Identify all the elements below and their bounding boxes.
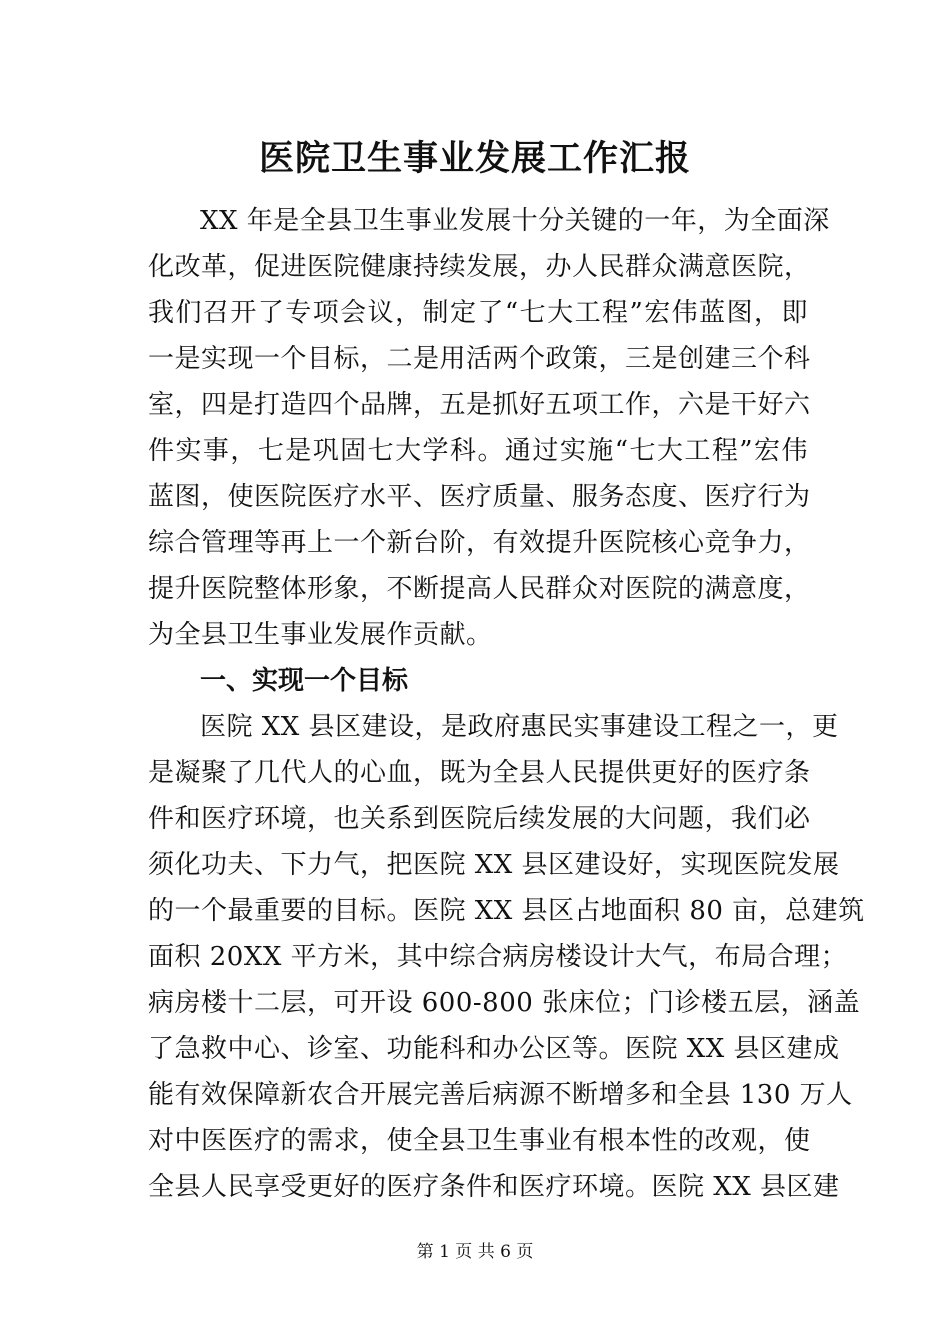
intro-line: 蓝图，使医院医疗水平、医疗质量、服务态度、医疗行为 <box>148 482 811 512</box>
intro-paragraph <box>148 198 865 1210</box>
section-line: 是凝聚了几代人的心血，既为全县人民提供更好的医疗条 <box>148 758 811 788</box>
section-line: 病房楼十二层，可开设 600-800 张床位；门诊楼五层，涵盖 <box>148 988 861 1018</box>
section-line: 件和医疗环境，也关系到医院后续发展的大问题，我们必 <box>148 804 811 834</box>
section-line: 的一个最重要的目标。医院 XX 县区占地面积 80 亩，总建筑 <box>148 896 865 926</box>
intro-line: 件实事，七是巩固七大学科。通过实施“七大工程”宏伟 <box>148 436 808 466</box>
section-line: 医院 XX 县区建设，是政府惠民实事建设工程之一，更 <box>200 712 839 742</box>
section-heading: 一、实现一个目标 <box>200 666 409 696</box>
intro-line: 综合管理等再上一个新台阶，有效提升医院核心竞争力， <box>148 528 811 558</box>
intro-line: XX 年是全县卫生事业发展十分关键的一年，为全面深 <box>200 206 830 236</box>
section-line: 面积 20XX 平方米，其中综合病房楼设计大气，布局合理； <box>148 942 848 972</box>
section-line: 对中医医疗的需求，使全县卫生事业有根本性的改观，使 <box>148 1126 811 1156</box>
page-number: 第 1 页 共 6 页 <box>416 1242 534 1262</box>
section-line: 须化功夫、下力气，把医院 XX 县区建设好，实现医院发展 <box>148 850 840 880</box>
intro-line: 提升医院整体形象，不断提高人民群众对医院的满意度， <box>148 574 811 604</box>
section-line: 了急救中心、诊室、功能科和办公区等。医院 XX 县区建成 <box>148 1034 840 1064</box>
document-title: 医院卫生事业发展工作汇报 <box>258 138 691 179</box>
section-line: 能有效保障新农合开展完善后病源不断增多和全县 130 万人 <box>148 1080 853 1110</box>
intro-line: 一是实现一个目标，二是用活两个政策，三是创建三个科 <box>148 344 811 374</box>
intro-line: 为全县卫生事业发展作贡献。 <box>148 620 493 650</box>
section-line: 全县人民享受更好的医疗条件和医疗环境。医院 XX 县区建 <box>148 1172 840 1202</box>
intro-line: 室，四是打造四个品牌，五是抓好五项工作，六是干好六 <box>148 390 811 420</box>
intro-line: 化改革，促进医院健康持续发展，办人民群众满意医院， <box>148 252 811 282</box>
intro-line: 我们召开了专项会议，制定了“七大工程”宏伟蓝图，即 <box>148 298 808 328</box>
